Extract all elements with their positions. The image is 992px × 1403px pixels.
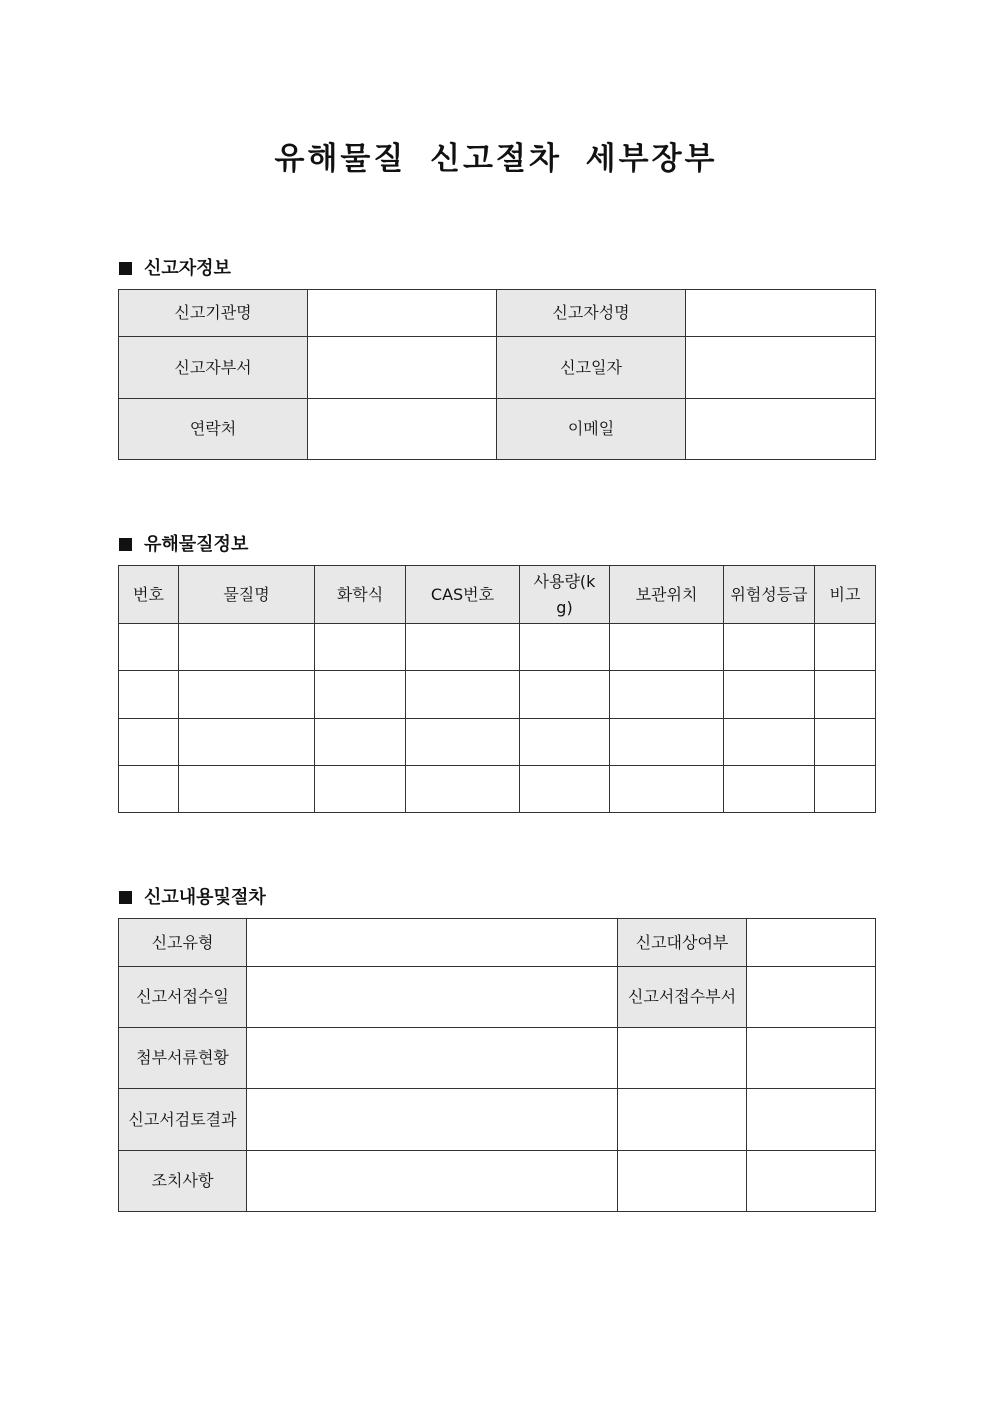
review-result-field[interactable] (247, 1089, 618, 1151)
table-cell[interactable] (520, 624, 610, 671)
table-cell[interactable] (747, 1028, 876, 1089)
table-row (119, 719, 876, 766)
table-cell[interactable] (406, 671, 520, 719)
table-cell[interactable] (815, 624, 876, 671)
actions-field[interactable] (247, 1151, 618, 1212)
table-cell[interactable] (315, 671, 406, 719)
email-field[interactable] (686, 399, 876, 460)
label-report-date: 신고일자 (497, 337, 686, 399)
table-cell[interactable] (179, 766, 315, 813)
reporter-dept-field[interactable] (308, 337, 497, 399)
table-cell[interactable] (724, 766, 815, 813)
label-agency-name: 신고기관명 (119, 290, 308, 337)
section-heading-reporter: 신고자정보 (119, 254, 231, 280)
agency-name-field[interactable] (308, 290, 497, 337)
label-receipt-date: 신고서접수일 (119, 967, 247, 1028)
table-cell[interactable] (119, 671, 179, 719)
table-cell[interactable] (618, 1089, 747, 1151)
table-cell[interactable] (724, 719, 815, 766)
table-row (119, 624, 876, 671)
page-title: 유해물질 신고절차 세부장부 (274, 141, 718, 177)
col-header-usage: 사용량(kg) (520, 566, 610, 624)
table-cell[interactable] (610, 671, 724, 719)
table-cell[interactable] (179, 719, 315, 766)
report-date-field[interactable] (686, 337, 876, 399)
label-reporter-dept: 신고자부서 (119, 337, 308, 399)
section-heading-substance: 유해물질정보 (119, 530, 248, 556)
label-email: 이메일 (497, 399, 686, 460)
table-cell[interactable] (724, 624, 815, 671)
col-header-location: 보관위치 (610, 566, 724, 624)
table-cell[interactable] (119, 719, 179, 766)
col-header-remarks: 비고 (815, 566, 876, 624)
report-type-field[interactable] (247, 919, 618, 967)
table-cell[interactable] (520, 766, 610, 813)
table-cell[interactable] (406, 719, 520, 766)
table-cell[interactable] (747, 1089, 876, 1151)
label-actions: 조치사항 (119, 1151, 247, 1212)
table-cell[interactable] (520, 719, 610, 766)
label-review-result: 신고서검토결과 (119, 1089, 247, 1151)
reporter-info-table (118, 289, 876, 460)
table-cell[interactable] (406, 624, 520, 671)
label-reporter-name: 신고자성명 (497, 290, 686, 337)
col-header-cas: CAS번호 (406, 566, 520, 624)
table-row (119, 766, 876, 813)
table-cell[interactable] (610, 766, 724, 813)
receipt-dept-field[interactable] (747, 967, 876, 1028)
table-cell[interactable] (315, 766, 406, 813)
table-cell[interactable] (119, 766, 179, 813)
table-cell[interactable] (315, 719, 406, 766)
label-contact: 연락처 (119, 399, 308, 460)
contact-field[interactable] (308, 399, 497, 460)
attachments-field[interactable] (247, 1028, 618, 1089)
col-header-formula: 화학식 (315, 566, 406, 624)
col-header-substance-name: 물질명 (179, 566, 315, 624)
table-cell[interactable] (815, 671, 876, 719)
label-attachments: 첨부서류현황 (119, 1028, 247, 1089)
square-bullet-icon (119, 891, 132, 904)
table-cell[interactable] (119, 624, 179, 671)
receipt-date-field[interactable] (247, 967, 618, 1028)
reporter-name-field[interactable] (686, 290, 876, 337)
table-cell[interactable] (179, 624, 315, 671)
col-header-hazard-grade: 위험성등급 (724, 566, 815, 624)
label-report-target: 신고대상여부 (618, 919, 747, 967)
substance-info-table (118, 565, 876, 813)
table-cell[interactable] (406, 766, 520, 813)
table-cell[interactable] (815, 766, 876, 813)
label-report-type: 신고유형 (119, 919, 247, 967)
square-bullet-icon (119, 262, 132, 275)
table-cell[interactable] (520, 671, 610, 719)
col-header-number: 번호 (119, 566, 179, 624)
table-cell[interactable] (618, 1028, 747, 1089)
section-heading-procedure: 신고내용및절차 (119, 883, 266, 909)
label-receipt-dept: 신고서접수부서 (618, 967, 747, 1028)
report-target-field[interactable] (747, 919, 876, 967)
table-cell[interactable] (724, 671, 815, 719)
table-cell[interactable] (610, 719, 724, 766)
table-cell[interactable] (618, 1151, 747, 1212)
table-cell[interactable] (747, 1151, 876, 1212)
table-cell[interactable] (610, 624, 724, 671)
table-cell[interactable] (315, 624, 406, 671)
table-cell[interactable] (815, 719, 876, 766)
square-bullet-icon (119, 538, 132, 551)
table-row (119, 671, 876, 719)
procedure-table (118, 918, 876, 1212)
table-cell[interactable] (179, 671, 315, 719)
